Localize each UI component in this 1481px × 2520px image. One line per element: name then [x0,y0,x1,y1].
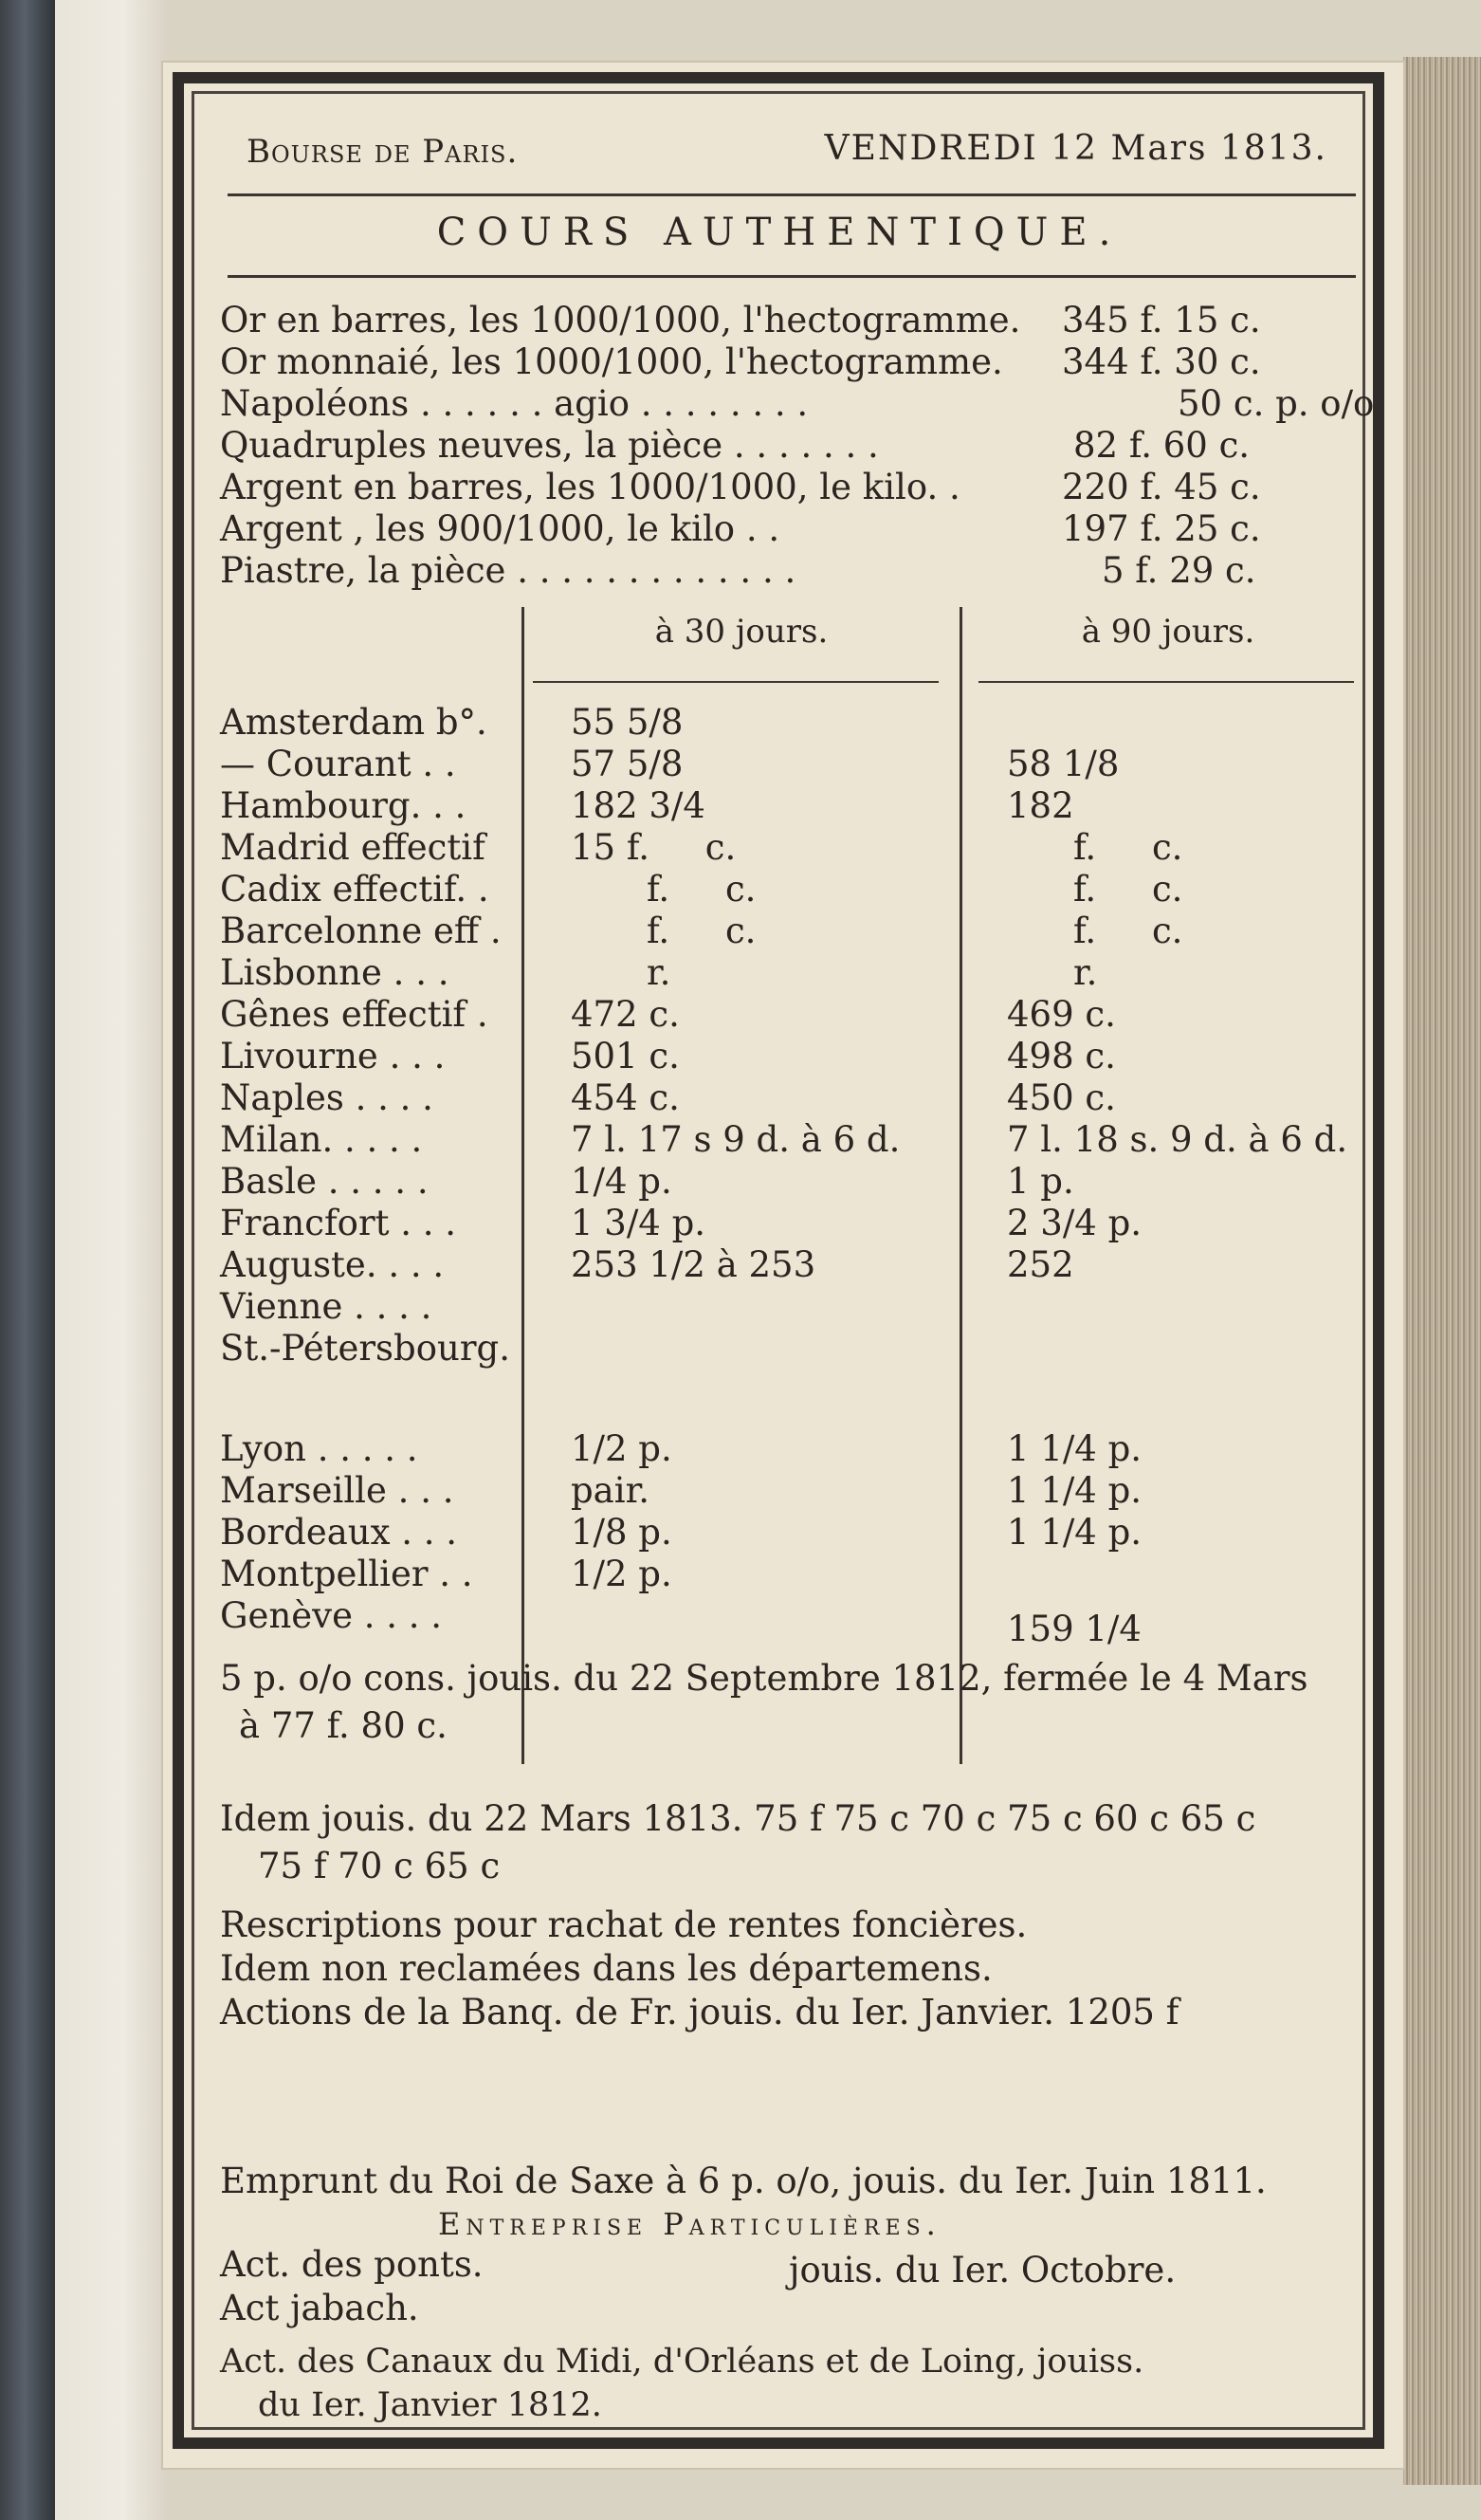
canaux-line: Act. des Canaux du Midi, d'Orléans et de Loing, jouiss. [220,2343,1144,2381]
exchange-30-value: 454 c. [571,1077,680,1118]
domestic-30-value: 1/2 p. [571,1554,672,1594]
exchange-30-value: 55 5/8 [571,702,684,743]
metal-label: Napoléons . . . . . . agio . . . . . . . . [220,383,809,424]
canaux-line: du Ier. Janvier 1812. [258,2386,602,2424]
entreprise-heading: Entreprise Particulières. [438,2206,942,2242]
exchange-city: Gênes effectif . [220,994,488,1035]
exchange-90-value: 498 c. [1007,1036,1116,1076]
exchange-city: Barcelonne eff . [220,911,502,951]
exchange-30-value: 15 f. c. [571,827,737,868]
exchange-30-value: 182 3/4 [571,785,705,826]
exchange-90-value: f. c. [1073,827,1183,868]
rentes-line: 75 f 70 c 65 c [258,1846,501,1886]
domestic-30-value: pair. [571,1470,649,1511]
exchange-30-value: 57 5/8 [571,744,684,784]
exchange-30-value: 253 1/2 à 253 [571,1244,816,1285]
column-header-rule [533,681,939,683]
exchange-city: Amsterdam b°. [220,702,487,743]
page-edges [1403,57,1481,2485]
exchange-30-value: 1 3/4 p. [571,1203,706,1243]
exchange-90-value: 182 [1007,785,1074,826]
exchange-city: Hambourg. . . [220,785,466,826]
domestic-90-value: 1 1/4 p. [1007,1428,1143,1469]
exchange-90-value: 58 1/8 [1007,744,1120,784]
ponts-jouis: jouis. du Ier. Octobre. [789,2250,1177,2290]
exchange-city: Auguste. . . . [220,1244,445,1285]
metal-value: 220 f. 45 c. [1062,467,1261,507]
exchange-city: Madrid effectif [220,827,485,868]
domestic-city: Genève . . . . [220,1595,443,1636]
rentes-line: Rescriptions pour rachat de rentes foncières. [220,1904,1028,1945]
exchange-90-value: f. c. [1073,869,1183,910]
exchange-city: Livourne . . . [220,1036,446,1076]
domestic-90-value: 1 1/4 p. [1007,1470,1143,1511]
exchange-city: — Courant . . [220,744,456,784]
emprunt-line: Emprunt du Roi de Saxe à 6 p. o/o, jouis. du Ier. Juin 1811. [220,2161,1267,2201]
metal-value: 82 f. 60 c. [1073,425,1251,466]
metal-label: Piastre, la pièce . . . . . . . . . . . . . [220,550,796,591]
column-header-rule [978,681,1354,683]
metal-value: 197 f. 25 c. [1062,508,1261,549]
column-header-90-days: à 90 jours. [1081,613,1255,651]
metal-label: Or monnaié, les 1000/1000, l'hectogramme. [220,341,1003,382]
exchange-30-value: 472 c. [571,994,680,1035]
domestic-30-value: 1/8 p. [571,1512,672,1553]
metal-label: Or en barres, les 1000/1000, l'hectogramme. [220,300,1021,340]
metal-label: Quadruples neuves, la pièce . . . . . . . [220,425,879,466]
exchange-30-value: f. c. [647,869,757,910]
exchange-90-value: 469 c. [1007,994,1116,1035]
header-bourse: Bourse de Paris. [247,133,519,171]
metal-value: 344 f. 30 c. [1062,341,1261,382]
metal-value: 345 f. 15 c. [1062,300,1261,340]
exchange-90-value: 1 p. [1007,1161,1074,1202]
exchange-city: Francfort . . . [220,1203,457,1243]
column-divider [960,607,962,1764]
exchange-city: Basle . . . . . [220,1161,429,1202]
exchange-30-value: 1/4 p. [571,1161,672,1202]
metal-value: 50 c. p. o/o [1178,383,1375,424]
exchange-city: Naples . . . . [220,1077,433,1118]
rentes-line: Idem jouis. du 22 Mars 1813. 75 f 75 c 70 c 75 c 60 c 65 c [220,1798,1256,1839]
book-spine [0,0,55,2520]
header-date: VENDREDI 12 Mars 1813. [824,129,1327,168]
exchange-city: Vienne . . . . [220,1286,432,1327]
rentes-line: Idem non reclamées dans les départemens. [220,1948,993,1989]
exchange-city: Cadix effectif. . [220,869,489,910]
domestic-90-value: 1 1/4 p. [1007,1512,1143,1553]
title-rule [228,275,1356,278]
domestic-30-value: 1/2 p. [571,1428,672,1469]
exchange-city: Lisbonne . . . [220,952,449,993]
ponts-line: Act. des ponts. [220,2244,484,2285]
page-header [247,121,1346,178]
exchange-30-value: f. c. [647,911,757,951]
rentes-line: Actions de la Banq. de Fr. jouis. du Ier. Janvier. 1205 f [220,1992,1179,2033]
domestic-city: Lyon . . . . . [220,1428,418,1469]
column-divider [521,607,524,1764]
domestic-city: Marseille . . . [220,1470,454,1511]
exchange-30-value: 7 l. 17 s 9 d. à 6 d. [571,1119,901,1160]
header-rule [228,193,1356,196]
exchange-90-value: 252 [1007,1244,1074,1285]
domestic-city: Bordeaux . . . [220,1512,458,1553]
exchange-90-value: 7 l. 18 s. 9 d. à 6 d. [1007,1119,1348,1160]
exchange-90-value: 2 3/4 p. [1007,1203,1143,1243]
column-header-30-days: à 30 jours. [654,613,829,651]
exchange-90-value: f. c. [1073,911,1183,951]
page-content [220,114,1375,2428]
domestic-90-value: 159 1/4 [1007,1609,1142,1649]
exchange-city: St.-Pétersbourg. [220,1328,510,1369]
metal-label: Argent , les 900/1000, le kilo . . [220,508,780,549]
exchange-city: Milan. . . . . [220,1119,423,1160]
jabach-line: Act jabach. [220,2288,419,2328]
exchange-90-value: r. [1073,952,1098,993]
domestic-city: Montpellier . . [220,1554,473,1594]
exchange-30-value: 501 c. [571,1036,680,1076]
rentes-line: 5 p. o/o cons. jouis. du 22 Septembre 1812, fermée le 4 Mars [220,1658,1308,1699]
facing-page [55,0,169,2520]
page-title: COURS AUTHENTIQUE. [436,211,1123,254]
exchange-90-value: 450 c. [1007,1077,1116,1118]
metal-value: 5 f. 29 c. [1102,550,1256,591]
metal-label: Argent en barres, les 1000/1000, le kilo. . [220,467,960,507]
rentes-line: à 77 f. 80 c. [239,1705,448,1746]
exchange-30-value: r. [647,952,671,993]
